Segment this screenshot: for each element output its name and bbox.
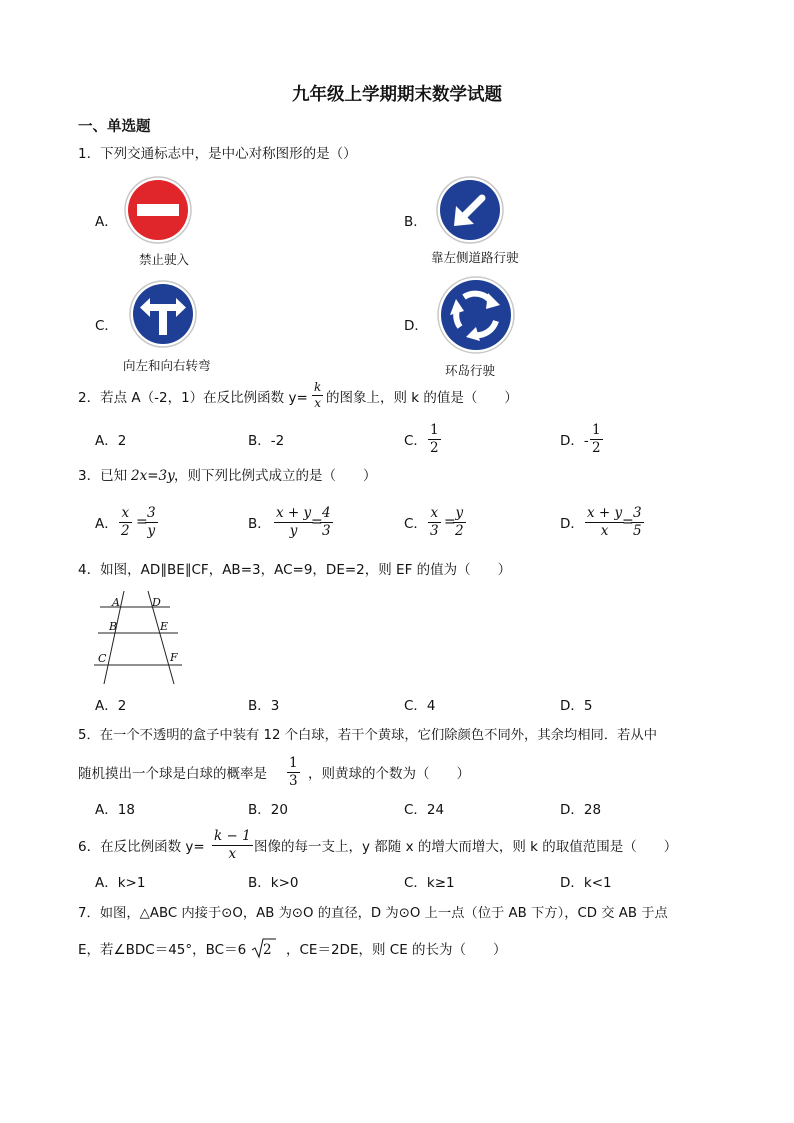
q2-option-d: D．- — [560, 433, 589, 449]
q3-b-num1: x + y — [276, 505, 312, 521]
equals-sign: = — [444, 514, 456, 530]
q4-label-f: F — [170, 651, 178, 664]
q4-label-b: B — [109, 620, 118, 633]
q3-option-d: D． — [560, 516, 584, 532]
q6-stem-a: 6．在反比例函数 y= — [78, 839, 205, 855]
q2-stem-b: 的图象上，则 k 的值是（ ） — [326, 390, 518, 406]
q5-option-a: A．18 — [95, 802, 135, 818]
q6-fraction — [212, 828, 253, 863]
equals-sign: = — [311, 514, 323, 530]
q1-option-a: A． — [95, 214, 118, 230]
q3-a-left — [119, 505, 132, 540]
q3-b-den1: y — [289, 523, 298, 539]
q3-d-den2: 5 — [633, 523, 642, 539]
q3-d-num2: 3 — [633, 505, 642, 521]
section-heading: 一、单选题 — [78, 119, 151, 135]
q1-option-d: D． — [404, 318, 428, 334]
q2-stem-a: 2．若点 A（-2，1）在反比例函数 y= — [78, 390, 308, 406]
q1-caption-c: 向左和向右转弯 — [123, 358, 211, 373]
page-title: 九年级上学期期末数学试题 — [292, 85, 502, 105]
q4-label-c: C — [98, 652, 107, 665]
q3-condition: 2x=3y — [131, 468, 175, 484]
q6-frac-num: k − 1 — [214, 828, 251, 844]
q6-option-b: B．k>0 — [248, 875, 299, 891]
q7-sqrt-value: 2 — [263, 942, 272, 958]
q3-stem-a: 3．已知 — [78, 468, 128, 484]
q3-d-den1: x — [600, 523, 609, 539]
q6-stem-b: 图像的每一支上，y 都随 x 的增大而增大，则 k 的取值范围是（ ） — [254, 839, 678, 855]
q3-c-den1: 3 — [430, 523, 439, 539]
q3-d-num1: x + y — [587, 505, 623, 521]
q5-fraction — [287, 755, 300, 790]
q3-a-den1: 2 — [121, 523, 130, 539]
parallel-lines-figure — [90, 588, 186, 688]
q4-stem: 4．如图，AD∥BE∥CF，AB=3，AC=9，DE=2，则 EF 的值为（ ） — [78, 562, 512, 578]
q2-fraction — [312, 380, 323, 411]
q3-c-right — [453, 505, 466, 540]
q5-line1: 5．在一个不透明的盒子中装有 12 个白球，若干个黄球，它们除颜色不同外，其余均相同．若从中 — [78, 728, 658, 743]
q5-line2-a: 随机摸出一个球是白球的概率是 — [78, 766, 267, 782]
q5-line2-b: ，则黄球的个数为（ ） — [308, 766, 470, 782]
q1-caption-a: 禁止驶入 — [139, 252, 190, 267]
q3-a-den2: y — [147, 523, 156, 539]
q2-option-a: A．2 — [95, 433, 127, 449]
q2-c-den: 2 — [430, 440, 439, 456]
q3-option-a: A． — [95, 516, 118, 532]
q6-option-a: A．k>1 — [95, 875, 146, 891]
q2-frac-num: k — [314, 380, 322, 394]
q1-option-c: C． — [95, 318, 118, 334]
q2-c-fraction — [428, 422, 441, 457]
q3-option-b: B． — [248, 516, 271, 532]
q5-option-b: B．20 — [248, 802, 288, 818]
q7-line2-b: ，CE＝2DE，则 CE 的长为（ ） — [286, 942, 507, 958]
q7-line1: 7．如图，△ABC 内接于⊙O，AB 为⊙O 的直径，D 为⊙O 上一点（位于 AB 下方），CD 交 AB 于点 — [78, 906, 668, 921]
q3-option-c: C． — [404, 516, 427, 532]
q2-option-b: B．-2 — [248, 433, 285, 449]
q3-d-left — [585, 505, 624, 540]
turn-left-right-sign-icon — [128, 279, 198, 349]
q2-option-c: C． — [404, 433, 427, 449]
q2-d-den: 2 — [592, 440, 601, 456]
q3-b-den2: 3 — [322, 523, 331, 539]
q3-b-right — [320, 505, 333, 540]
q3-c-den2: 2 — [455, 523, 464, 539]
q3-stem-b: ，则下列比例式成立的是（ ） — [174, 468, 377, 484]
q5-option-c: C．24 — [404, 802, 445, 818]
q7-line2-a: E，若∠BDC＝45°，BC＝6 — [78, 942, 247, 958]
q4-option-a: A．2 — [95, 698, 127, 714]
q3-b-left — [274, 505, 313, 540]
q3-c-num2: y — [453, 505, 466, 523]
q2-d-fraction — [590, 422, 603, 457]
q1-caption-b: 靠左侧道路行驶 — [431, 250, 519, 265]
q2-c-num: 1 — [430, 422, 439, 438]
q5-frac-den: 3 — [289, 773, 298, 789]
no-entry-sign-icon — [123, 175, 193, 245]
q3-a-right — [145, 505, 158, 540]
q6-frac-den: x — [228, 846, 237, 862]
q2-frac-den: x — [314, 396, 322, 410]
q5-frac-num: 1 — [289, 755, 298, 771]
q4-option-b: B．3 — [248, 698, 280, 714]
q6-option-c: C．k≥1 — [404, 875, 455, 891]
q4-option-d: D．5 — [560, 698, 593, 714]
equals-sign: = — [136, 514, 148, 530]
q3-a-num1: x — [119, 505, 132, 523]
keep-left-sign-icon — [436, 176, 504, 244]
equals-sign: = — [622, 514, 634, 530]
q4-label-d: D — [152, 596, 161, 609]
roundabout-sign-icon — [436, 275, 516, 355]
q1-stem: 1．下列交通标志中，是中心对称图形的是（） — [78, 146, 357, 162]
q3-d-right — [631, 505, 644, 540]
q3-b-num2: 4 — [322, 505, 331, 521]
q5-option-d: D．28 — [560, 802, 602, 818]
q4-label-a: A — [112, 596, 120, 609]
q1-caption-d: 环岛行驶 — [445, 363, 496, 378]
q6-option-d: D．k<1 — [560, 875, 612, 891]
q3-c-left — [428, 505, 441, 540]
q2-d-num: 1 — [592, 422, 601, 438]
q1-option-b: B． — [404, 214, 427, 230]
q3-c-num1: x — [428, 505, 441, 523]
q4-option-c: C．4 — [404, 698, 436, 714]
q4-label-e: E — [160, 620, 169, 633]
q3-a-num2: 3 — [147, 505, 156, 521]
